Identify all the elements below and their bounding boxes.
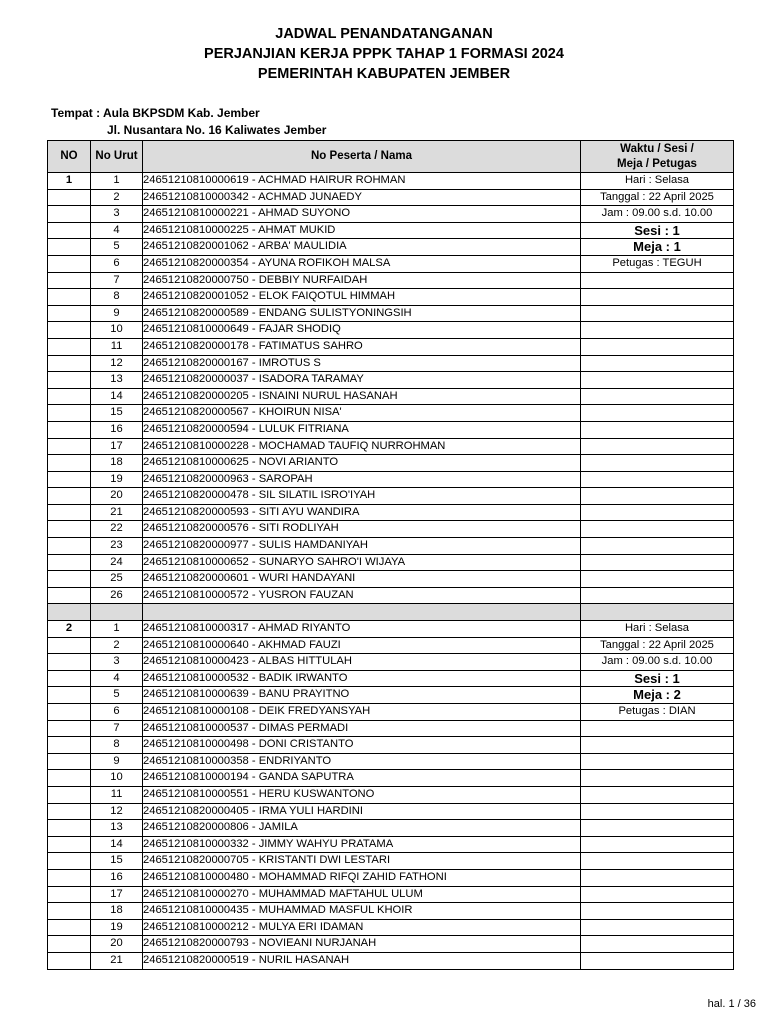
cell-peserta-nama: 24651210820000750 - DEBBIY NURFAIDAH <box>143 272 581 289</box>
cell-waktu-sesi: Petugas : TEGUH <box>581 255 734 272</box>
cell-waktu-sesi <box>581 952 734 969</box>
cell-waktu-sesi: Sesi : 1 <box>581 222 734 239</box>
cell-peserta-nama: 24651210810000108 - DEIK FREDYANSYAH <box>143 704 581 721</box>
title-line-3: PEMERINTAH KABUPATEN JEMBER <box>257 66 511 82</box>
cell-no-urut: 12 <box>91 355 143 372</box>
cell-waktu-sesi <box>581 338 734 355</box>
table-row <box>48 786 734 803</box>
cell-no-urut: 8 <box>91 289 143 306</box>
venue-line-1: Tempat : Aula BKPSDM Kab. Jember <box>51 106 260 120</box>
table-row <box>48 803 734 820</box>
cell-peserta-nama: 24651210810000625 - NOVI ARIANTO <box>143 455 581 472</box>
cell-peserta-nama: 24651210810000498 - DONI CRISTANTO <box>143 737 581 754</box>
cell-no-urut: 11 <box>91 786 143 803</box>
cell-waktu-sesi <box>581 903 734 920</box>
cell-no <box>48 903 91 920</box>
cell-peserta-nama: 24651210820000037 - ISADORA TARAMAY <box>143 372 581 389</box>
table-row <box>48 936 734 953</box>
cell-no: 2 <box>48 621 91 638</box>
cell-waktu-sesi <box>581 803 734 820</box>
cell-waktu-sesi <box>581 322 734 339</box>
cell-waktu-sesi <box>581 820 734 837</box>
table-body <box>48 173 734 970</box>
cell-waktu-sesi: Jam : 09.00 s.d. 10.00 <box>581 206 734 223</box>
cell-waktu-sesi: Hari : Selasa <box>581 621 734 638</box>
cell-waktu-sesi <box>581 488 734 505</box>
cell-peserta-nama: 24651210810000342 - ACHMAD JUNAEDY <box>143 189 581 206</box>
table-row <box>48 504 734 521</box>
cell-peserta-nama: 24651210820000354 - AYUNA ROFIKOH MALSA <box>143 255 581 272</box>
table-row <box>48 488 734 505</box>
cell-waktu-sesi <box>581 737 734 754</box>
cell-waktu-sesi <box>581 853 734 870</box>
cell-waktu-sesi: Tanggal : 22 April 2025 <box>581 637 734 654</box>
header-urut: No Urut <box>91 141 143 173</box>
cell-no <box>48 438 91 455</box>
cell-peserta-nama: 24651210810000358 - ENDRIYANTO <box>143 753 581 770</box>
cell-no <box>48 455 91 472</box>
cell-waktu-sesi <box>581 720 734 737</box>
cell-no-urut: 18 <box>91 455 143 472</box>
header-info <box>581 141 734 173</box>
cell-waktu-sesi <box>581 388 734 405</box>
cell-no-urut: 7 <box>91 272 143 289</box>
table-row <box>48 239 734 256</box>
table-row <box>48 405 734 422</box>
cell-no-urut: 9 <box>91 753 143 770</box>
header-info-line-1: Waktu / Sesi / <box>620 142 694 155</box>
cell-no-urut: 4 <box>91 670 143 687</box>
cell-no: 1 <box>48 173 91 190</box>
cell-no-urut: 3 <box>91 206 143 223</box>
table-row <box>48 554 734 571</box>
cell-peserta-nama: 24651210820000593 - SITI AYU WANDIRA <box>143 504 581 521</box>
cell-no <box>48 355 91 372</box>
cell-no-urut: 24 <box>91 554 143 571</box>
cell-no <box>48 704 91 721</box>
cell-no-urut: 25 <box>91 571 143 588</box>
cell-peserta-nama: 24651210820000705 - KRISTANTI DWI LESTARI <box>143 853 581 870</box>
cell-no <box>48 720 91 737</box>
cell-peserta-nama: 24651210810000480 - MOHAMMAD RIFQI ZAHID FATHONI <box>143 869 581 886</box>
table-row <box>48 255 734 272</box>
table-row <box>48 189 734 206</box>
table-row <box>48 388 734 405</box>
cell-no-urut: 2 <box>91 189 143 206</box>
table-row <box>48 521 734 538</box>
cell-waktu-sesi <box>581 770 734 787</box>
cell-peserta-nama: 24651210810000640 - AKHMAD FAUZI <box>143 637 581 654</box>
cell-no <box>48 206 91 223</box>
venue-line-2: Jl. Nusantara No. 16 Kaliwates Jember <box>107 123 327 137</box>
table-row <box>48 455 734 472</box>
table-row <box>48 538 734 555</box>
cell-peserta-nama: 24651210820000793 - NOVIEANI NURJANAH <box>143 936 581 953</box>
cell-waktu-sesi <box>581 305 734 322</box>
cell-peserta-nama: 24651210810000270 - MUHAMMAD MAFTAHUL ULUM <box>143 886 581 903</box>
cell-no-urut: 20 <box>91 488 143 505</box>
cell-no-urut: 7 <box>91 720 143 737</box>
cell-no-urut: 10 <box>91 322 143 339</box>
cell-no <box>48 803 91 820</box>
cell-no <box>48 538 91 555</box>
cell-peserta-nama: 24651210820000478 - SIL SILATIL ISRO'IYAH <box>143 488 581 505</box>
cell-peserta-nama: 24651210820000977 - SULIS HAMDANIYAH <box>143 538 581 555</box>
cell-peserta-nama: 24651210810000649 - FAJAR SHODIQ <box>143 322 581 339</box>
cell-no <box>48 637 91 654</box>
cell-waktu-sesi <box>581 289 734 306</box>
separator-cell <box>143 604 581 621</box>
page-number: hal. 1 / 36 <box>707 998 756 1010</box>
table-row <box>48 438 734 455</box>
cell-no-urut: 4 <box>91 222 143 239</box>
cell-no <box>48 272 91 289</box>
cell-no-urut: 19 <box>91 471 143 488</box>
cell-no <box>48 289 91 306</box>
table-header-row <box>48 141 734 173</box>
cell-waktu-sesi: Meja : 2 <box>581 687 734 704</box>
table-row <box>48 338 734 355</box>
cell-peserta-nama: 24651210820000167 - IMROTUS S <box>143 355 581 372</box>
cell-no <box>48 670 91 687</box>
table-row <box>48 654 734 671</box>
cell-waktu-sesi <box>581 521 734 538</box>
cell-no-urut: 18 <box>91 903 143 920</box>
cell-waktu-sesi <box>581 421 734 438</box>
cell-no <box>48 836 91 853</box>
cell-peserta-nama: 24651210820000806 - JAMILA <box>143 820 581 837</box>
table-row <box>48 836 734 853</box>
cell-no <box>48 936 91 953</box>
table-row <box>48 952 734 969</box>
cell-no <box>48 255 91 272</box>
table-row <box>48 637 734 654</box>
cell-no <box>48 222 91 239</box>
table-row <box>48 670 734 687</box>
cell-peserta-nama: 24651210820001062 - ARBA' MAULIDIA <box>143 239 581 256</box>
cell-waktu-sesi <box>581 753 734 770</box>
cell-no <box>48 886 91 903</box>
table-row <box>48 886 734 903</box>
cell-waktu-sesi <box>581 372 734 389</box>
cell-no <box>48 753 91 770</box>
separator-cell <box>581 604 734 621</box>
cell-waktu-sesi <box>581 786 734 803</box>
cell-no-urut: 26 <box>91 587 143 604</box>
cell-peserta-nama: 24651210820000594 - LULUK FITRIANA <box>143 421 581 438</box>
title-line-2: PERJANJIAN KERJA PPPK TAHAP 1 FORMASI 2024 <box>204 46 564 62</box>
cell-no-urut: 15 <box>91 853 143 870</box>
cell-peserta-nama: 24651210810000423 - ALBAS HITTULAH <box>143 654 581 671</box>
table-row <box>48 720 734 737</box>
cell-waktu-sesi <box>581 405 734 422</box>
cell-no <box>48 737 91 754</box>
cell-no <box>48 471 91 488</box>
cell-peserta-nama: 24651210810000225 - AHMAT MUKID <box>143 222 581 239</box>
cell-peserta-nama: 24651210820000519 - NURIL HASANAH <box>143 952 581 969</box>
cell-peserta-nama: 24651210810000639 - BANU PRAYITNO <box>143 687 581 704</box>
cell-no <box>48 189 91 206</box>
cell-no <box>48 786 91 803</box>
cell-no <box>48 820 91 837</box>
cell-waktu-sesi <box>581 455 734 472</box>
group-separator-row <box>48 604 734 621</box>
cell-peserta-nama: 24651210820000567 - KHOIRUN NISA' <box>143 405 581 422</box>
cell-no <box>48 322 91 339</box>
cell-no-urut: 5 <box>91 687 143 704</box>
cell-waktu-sesi: Jam : 09.00 s.d. 10.00 <box>581 654 734 671</box>
cell-waktu-sesi: Sesi : 1 <box>581 670 734 687</box>
table-row <box>48 687 734 704</box>
table-row <box>48 704 734 721</box>
cell-peserta-nama: 24651210810000212 - MULYA ERI IDAMAN <box>143 919 581 936</box>
cell-no-urut: 5 <box>91 239 143 256</box>
header-info-line-2: Meja / Petugas <box>617 157 697 170</box>
table-row <box>48 571 734 588</box>
cell-no-urut: 1 <box>91 621 143 638</box>
separator-cell <box>48 604 91 621</box>
cell-waktu-sesi <box>581 438 734 455</box>
cell-waktu-sesi <box>581 919 734 936</box>
table-row <box>48 869 734 886</box>
cell-no <box>48 504 91 521</box>
cell-peserta-nama: 24651210810000551 - HERU KUSWANTONO <box>143 786 581 803</box>
cell-waktu-sesi <box>581 587 734 604</box>
title-line-1: JADWAL PENANDATANGANAN <box>275 26 493 42</box>
schedule-table <box>47 140 734 970</box>
header-name: No Peserta / Nama <box>143 141 581 173</box>
table-row <box>48 853 734 870</box>
cell-waktu-sesi <box>581 504 734 521</box>
cell-no <box>48 654 91 671</box>
cell-no-urut: 15 <box>91 405 143 422</box>
cell-waktu-sesi: Meja : 1 <box>581 239 734 256</box>
cell-no <box>48 554 91 571</box>
cell-no <box>48 305 91 322</box>
cell-waktu-sesi <box>581 272 734 289</box>
table-row <box>48 322 734 339</box>
cell-peserta-nama: 24651210820000601 - WURI HANDAYANI <box>143 571 581 588</box>
table-row <box>48 222 734 239</box>
cell-waktu-sesi <box>581 836 734 853</box>
cell-no-urut: 12 <box>91 803 143 820</box>
table-row <box>48 587 734 604</box>
cell-no-urut: 21 <box>91 504 143 521</box>
cell-waktu-sesi <box>581 886 734 903</box>
cell-no-urut: 11 <box>91 338 143 355</box>
cell-peserta-nama: 24651210810000435 - MUHAMMAD MASFUL KHOIR <box>143 903 581 920</box>
venue-info <box>51 105 326 139</box>
cell-peserta-nama: 24651210810000619 - ACHMAD HAIRUR ROHMAN <box>143 173 581 190</box>
cell-no <box>48 488 91 505</box>
table-row <box>48 919 734 936</box>
cell-waktu-sesi: Hari : Selasa <box>581 173 734 190</box>
table-row <box>48 305 734 322</box>
cell-peserta-nama: 24651210810000537 - DIMAS PERMADI <box>143 720 581 737</box>
cell-no-urut: 3 <box>91 654 143 671</box>
table-row <box>48 621 734 638</box>
table-row <box>48 820 734 837</box>
table-row <box>48 206 734 223</box>
cell-waktu-sesi <box>581 538 734 555</box>
cell-peserta-nama: 24651210820000178 - FATIMATUS SAHRO <box>143 338 581 355</box>
cell-no <box>48 869 91 886</box>
cell-peserta-nama: 24651210810000228 - MOCHAMAD TAUFIQ NURROHMAN <box>143 438 581 455</box>
table-row <box>48 173 734 190</box>
cell-peserta-nama: 24651210820000589 - ENDANG SULISTYONINGSIH <box>143 305 581 322</box>
table-row <box>48 753 734 770</box>
cell-no <box>48 952 91 969</box>
cell-no <box>48 421 91 438</box>
cell-peserta-nama: 24651210810000572 - YUSRON FAUZAN <box>143 587 581 604</box>
cell-no-urut: 6 <box>91 704 143 721</box>
cell-no-urut: 13 <box>91 820 143 837</box>
table-row <box>48 355 734 372</box>
cell-no-urut: 16 <box>91 869 143 886</box>
document-title <box>0 24 768 84</box>
cell-no-urut: 2 <box>91 637 143 654</box>
cell-peserta-nama: 24651210820000205 - ISNAINI NURUL HASANAH <box>143 388 581 405</box>
cell-no-urut: 8 <box>91 737 143 754</box>
separator-cell <box>91 604 143 621</box>
cell-no-urut: 6 <box>91 255 143 272</box>
cell-peserta-nama: 24651210820001052 - ELOK FAIQOTUL HIMMAH <box>143 289 581 306</box>
cell-waktu-sesi <box>581 355 734 372</box>
cell-no <box>48 372 91 389</box>
cell-no <box>48 587 91 604</box>
cell-peserta-nama: 24651210810000332 - JIMMY WAHYU PRATAMA <box>143 836 581 853</box>
cell-waktu-sesi: Tanggal : 22 April 2025 <box>581 189 734 206</box>
cell-no-urut: 19 <box>91 919 143 936</box>
cell-no-urut: 13 <box>91 372 143 389</box>
cell-no-urut: 17 <box>91 438 143 455</box>
table-row <box>48 770 734 787</box>
cell-no <box>48 919 91 936</box>
cell-peserta-nama: 24651210810000221 - AHMAD SUYONO <box>143 206 581 223</box>
cell-no-urut: 10 <box>91 770 143 787</box>
cell-peserta-nama: 24651210810000317 - AHMAD RIYANTO <box>143 621 581 638</box>
cell-waktu-sesi <box>581 936 734 953</box>
table-row <box>48 737 734 754</box>
cell-no-urut: 14 <box>91 836 143 853</box>
cell-no <box>48 338 91 355</box>
header-no: NO <box>48 141 91 173</box>
cell-no <box>48 687 91 704</box>
cell-peserta-nama: 24651210810000532 - BADIK IRWANTO <box>143 670 581 687</box>
table-row <box>48 272 734 289</box>
table-row <box>48 421 734 438</box>
cell-peserta-nama: 24651210810000194 - GANDA SAPUTRA <box>143 770 581 787</box>
cell-no <box>48 388 91 405</box>
cell-waktu-sesi <box>581 471 734 488</box>
table-row <box>48 372 734 389</box>
cell-no <box>48 571 91 588</box>
table-row <box>48 471 734 488</box>
cell-no-urut: 17 <box>91 886 143 903</box>
cell-waktu-sesi <box>581 554 734 571</box>
cell-peserta-nama: 24651210810000652 - SUNARYO SAHRO'I WIJAYA <box>143 554 581 571</box>
cell-no-urut: 20 <box>91 936 143 953</box>
cell-waktu-sesi <box>581 571 734 588</box>
table-row <box>48 289 734 306</box>
cell-no-urut: 23 <box>91 538 143 555</box>
cell-waktu-sesi <box>581 869 734 886</box>
cell-no-urut: 16 <box>91 421 143 438</box>
cell-waktu-sesi: Petugas : DIAN <box>581 704 734 721</box>
cell-no <box>48 770 91 787</box>
cell-no <box>48 239 91 256</box>
cell-peserta-nama: 24651210820000963 - SAROPAH <box>143 471 581 488</box>
cell-no <box>48 405 91 422</box>
cell-peserta-nama: 24651210820000405 - IRMA YULI HARDINI <box>143 803 581 820</box>
cell-no <box>48 521 91 538</box>
cell-no-urut: 9 <box>91 305 143 322</box>
cell-no-urut: 22 <box>91 521 143 538</box>
cell-no <box>48 853 91 870</box>
cell-peserta-nama: 24651210820000576 - SITI RODLIYAH <box>143 521 581 538</box>
table-row <box>48 903 734 920</box>
cell-no-urut: 1 <box>91 173 143 190</box>
cell-no-urut: 14 <box>91 388 143 405</box>
cell-no-urut: 21 <box>91 952 143 969</box>
